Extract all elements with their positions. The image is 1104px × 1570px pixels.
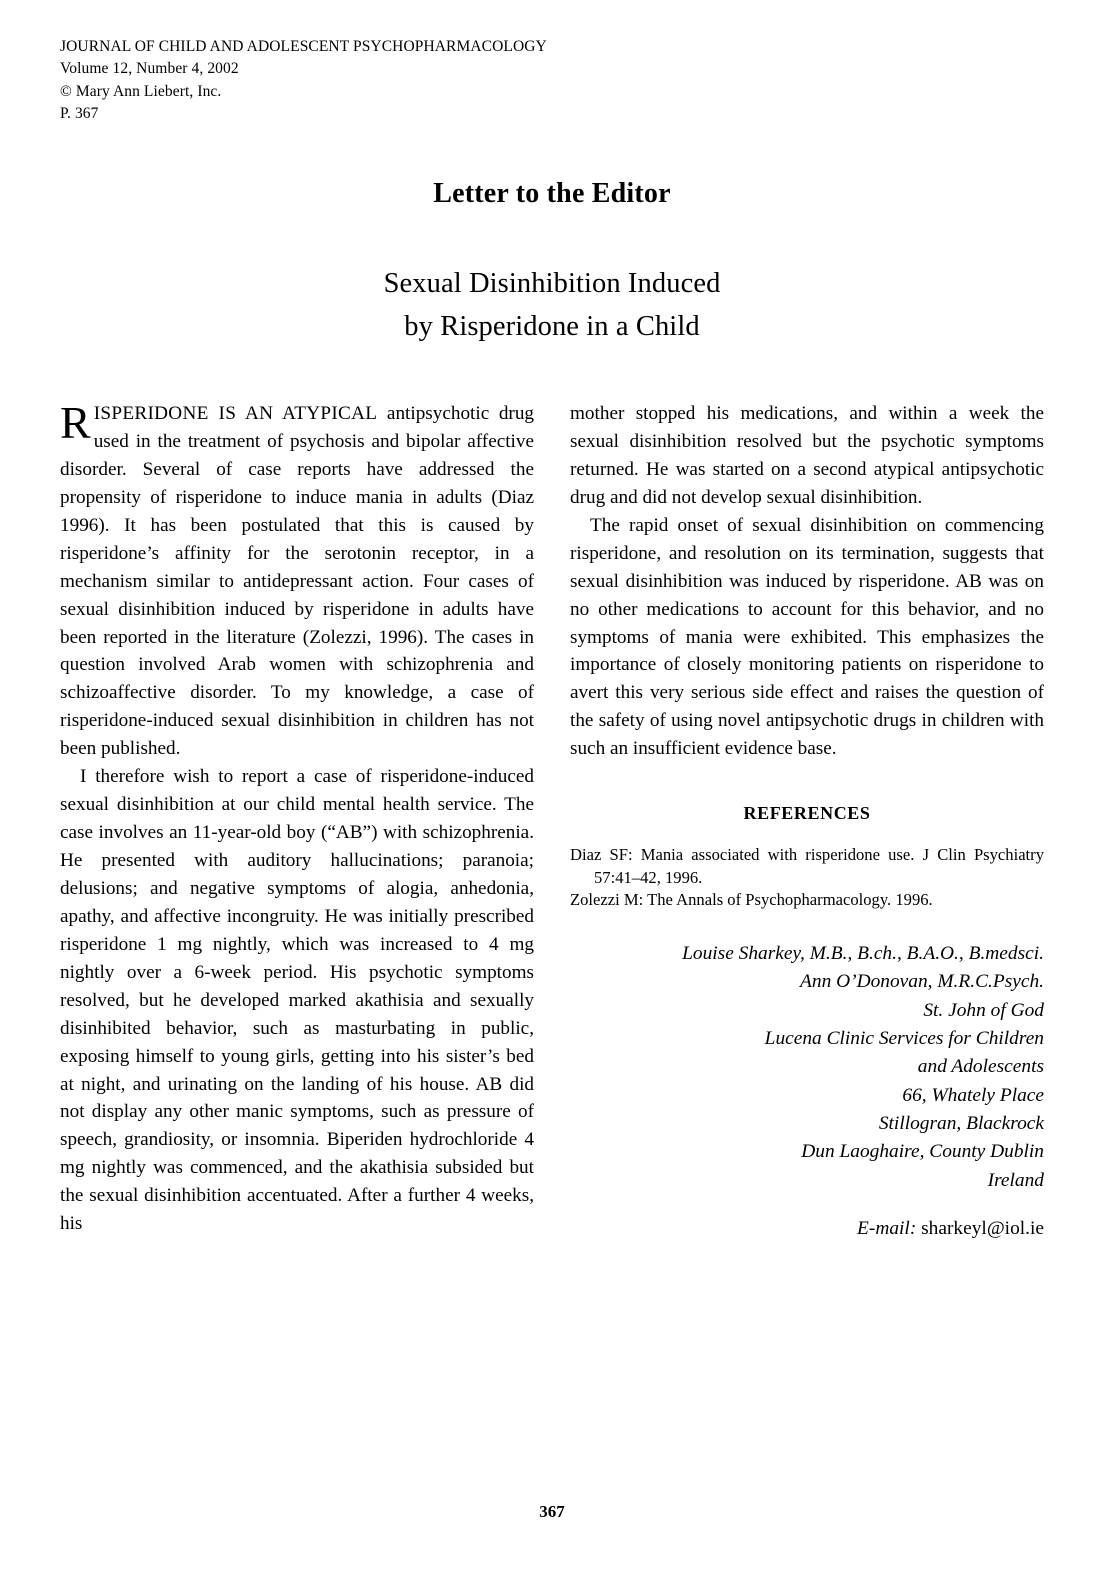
journal-name: JOURNAL OF CHILD AND ADOLESCENT PSYCHOPHARMACOLOGY bbox=[60, 38, 547, 55]
reference-item: Zolezzi M: The Annals of Psychopharmacology. 1996. bbox=[570, 890, 933, 910]
page-number: 367 bbox=[539, 1502, 565, 1521]
page-marker: P. 367 bbox=[60, 104, 99, 122]
page-title bbox=[0, 262, 1104, 349]
publisher: © Mary Ann Liebert, Inc. bbox=[60, 82, 222, 100]
author-signature-line: Louise Sharkey, M.B., B.ch., B.A.O., B.medsci. bbox=[682, 942, 1044, 964]
paragraph-1 bbox=[60, 397, 535, 763]
masthead bbox=[60, 36, 760, 125]
column-left bbox=[60, 397, 535, 1238]
author-signature-line: St. John of God bbox=[923, 999, 1044, 1021]
author-signature-line: Ireland bbox=[987, 1169, 1044, 1191]
author-signature-line: Lucena Clinic Services for Children bbox=[764, 1027, 1044, 1049]
section-label: Letter to the Editor bbox=[433, 178, 671, 209]
title-line-1: Sexual Disinhibition Induced bbox=[383, 268, 721, 299]
drop-cap: R bbox=[60, 397, 91, 448]
author-signature-line: Stillogran, Blackrock bbox=[878, 1112, 1044, 1134]
author-signature-line: and Adolescents bbox=[917, 1056, 1044, 1078]
email-label: E-mail: bbox=[857, 1217, 917, 1239]
column-right bbox=[570, 400, 1044, 1243]
author-signature-line: Dun Laoghaire, County Dublin bbox=[801, 1141, 1044, 1163]
opening-small-caps: ISPERIDONE IS AN ATYPICAL bbox=[93, 403, 378, 424]
paragraph-2: I therefore wish to report a case of risperidone-induced sexual disinhibition at our child mental health service. The case involves an 11-year-old boy (“AB”) with schizophrenia. He presented with auditory hallucinations; paranoia; delusions; and negative symptoms of alogia, anhedonia, apathy, and affective incongruity. He was initially prescribed risperidone 1 mg nightly, which was increased to 4 mg nightly over a 6-week period. His psychotic symptoms resolved, but he developed marked akathisia and sexually disinhibited behavior, such as masturbating in public, exposing himself to young girls, getting into his sister’s bed at night, and urinating on the landing of his house. AB did not display any other manic symptoms, such as pressure of speech, grandiosity, or insomnia. Biperiden hydrochloride 4 mg nightly was commenced, and the akathisia subsided but the sexual disinhibition accentuated. After a further 4 weeks, his bbox=[60, 766, 534, 1235]
paragraph-4: The rapid onset of sexual disinhibition on commencing risperidone, and resolution on its termination, suggests that sexual disinhibition was induced by risperidone. AB was on no other medications to account for this behavior, and no symptoms of mania were exhibited. This emphasizes the importance of closely monitoring patients on risperidone to avert this very serious side effect and raises the question of the safety of using novel antipsychotic drugs in children with such an insufficient evidence base. bbox=[570, 514, 1044, 760]
paragraph-1-text: antipsychotic drug used in the treatment of psychosis and bipolar affective disorder. Several of case reports have addressed the propensity of risperidone to induce mania in adults (Diaz 1996). It has been postulated that this is caused by risperidone’s affinity for the serotonin receptor, in a mechanism similar to antidepressant action. Four cases of sexual disinhibition induced by risperidone in adults have been reported in the literature (Zolezzi, 1996). The cases in question involved Arab women with schizophrenia and schizoaffective disorder. To my knowledge, a case of risperidone-induced sexual disinhibition in children has not been published. bbox=[60, 403, 535, 760]
email-address: sharkeyl@iol.ie bbox=[916, 1217, 1044, 1239]
references-heading: REFERENCES bbox=[743, 803, 871, 824]
paragraph-3: mother stopped his medications, and within a week the sexual disinhibition resolved but the psychotic symptoms returned. He was started on a second atypical antipsychotic drug and did not develop sexual disinhibition. bbox=[570, 403, 1044, 508]
reference-item: Diaz SF: Mania associated with risperidone use. J Clin Psychiatry 57:41–42, 1996. bbox=[570, 845, 1044, 887]
author-signature-line: 66, Whately Place bbox=[902, 1084, 1044, 1106]
contact-email bbox=[570, 1215, 1044, 1243]
title-line-2: by Risperidone in a Child bbox=[404, 311, 700, 343]
author-signature-line: Ann O’Donovan, M.R.C.Psych. bbox=[800, 971, 1044, 993]
volume-issue: Volume 12, Number 4, 2002 bbox=[60, 60, 239, 78]
